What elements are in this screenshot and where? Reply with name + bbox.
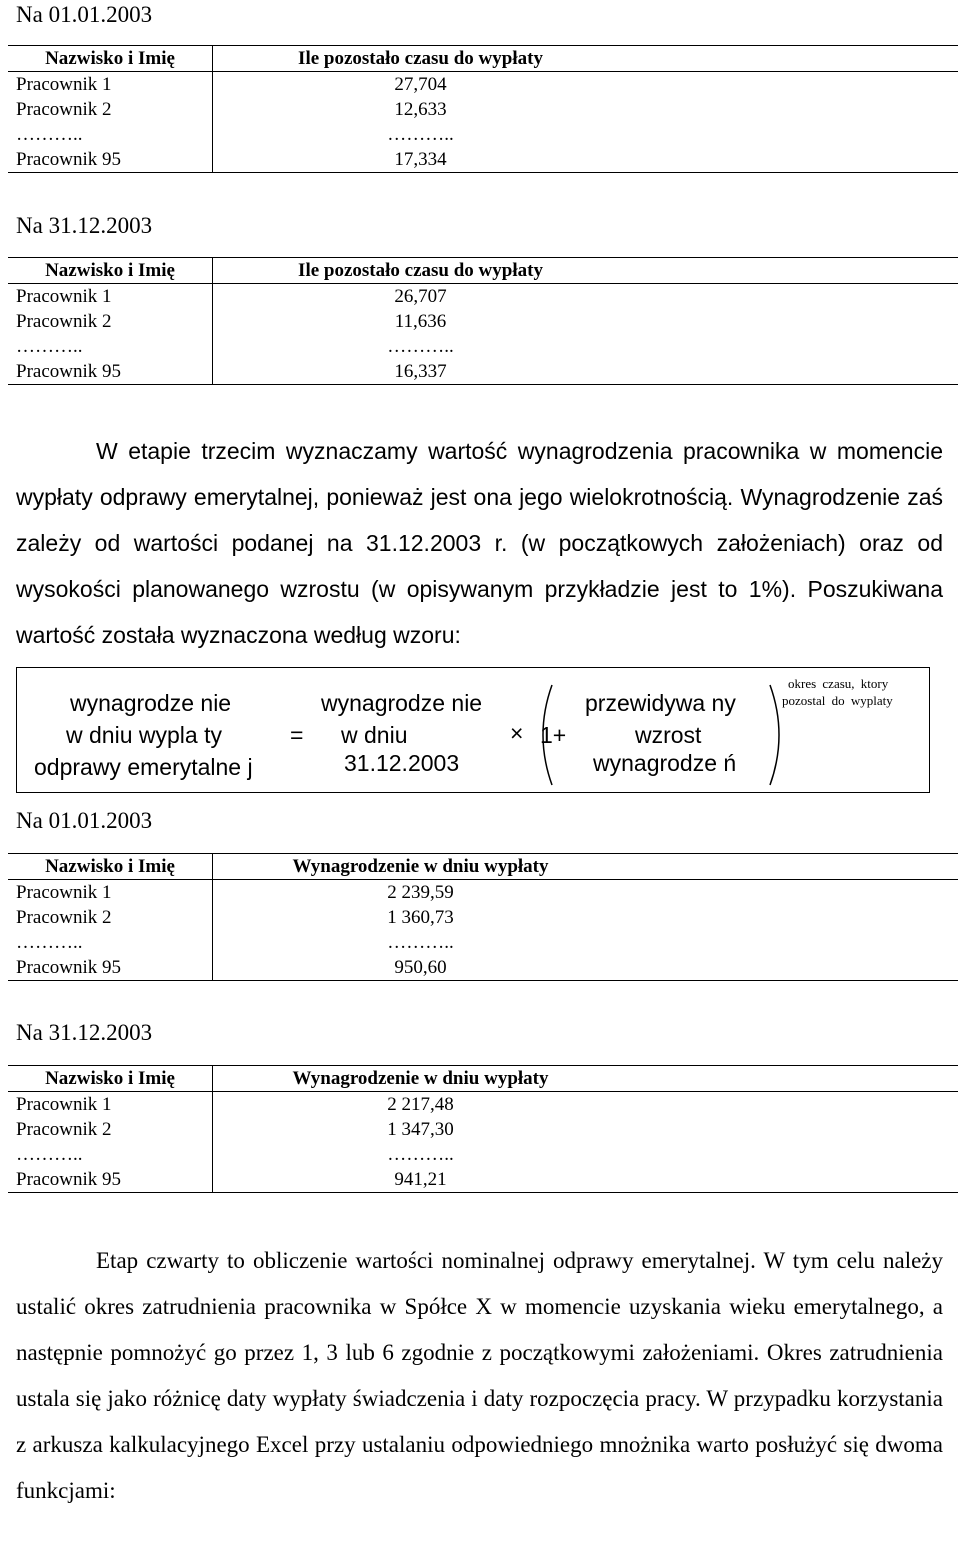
- section-date: Na 31.12.2003: [16, 213, 153, 238]
- formula-inner-line2: wzrost: [635, 722, 702, 748]
- table-row: [8, 309, 958, 334]
- cell-value: 2 239,59: [387, 882, 454, 903]
- cell-value: ………..: [387, 932, 454, 953]
- table-row: [8, 1167, 958, 1193]
- formula-inner-line3: wynagrodze ń: [593, 750, 737, 776]
- table-row: [8, 359, 958, 385]
- remaining-time-table-end: [8, 257, 958, 385]
- cell-value: 16,337: [213, 359, 959, 385]
- cell-name: ………..: [8, 122, 213, 147]
- cell-value: 2 217,48: [387, 1094, 454, 1115]
- formula-mid-line2: w dniu: [341, 722, 408, 748]
- cell-name: Pracownik 2: [8, 1117, 213, 1142]
- table-row: [8, 1117, 958, 1142]
- column-header-name: Nazwisko i Imię: [8, 854, 213, 880]
- cell-name: Pracownik 2: [8, 309, 213, 334]
- section-date: Na 01.01.2003: [16, 2, 153, 27]
- cell-value: 1 360,73: [387, 907, 454, 928]
- table-row: [8, 905, 958, 930]
- cell-value: 11,636: [394, 311, 447, 332]
- cell-value: 950,60: [213, 955, 959, 981]
- column-header-value: Ile pozostało czasu do wypłaty: [213, 258, 959, 284]
- cell-name: Pracownik 2: [8, 905, 213, 930]
- formula-lhs-line1: wynagrodze nie: [70, 690, 232, 716]
- formula-mid-line1: wynagrodze nie: [321, 690, 483, 716]
- table-row: [8, 880, 958, 906]
- table-row: [8, 334, 958, 359]
- cell-name: Pracownik 95: [8, 955, 213, 981]
- table-row: [8, 930, 958, 955]
- column-header-value: Wynagrodzenie w dniu wypłaty: [213, 854, 959, 880]
- cell-value: ………..: [387, 336, 454, 357]
- formula-one-plus: 1+: [540, 722, 567, 748]
- cell-value: ………..: [387, 124, 454, 145]
- table-row: [8, 72, 958, 98]
- cell-value: 27,704: [394, 74, 447, 95]
- cell-value: ………..: [387, 1144, 454, 1165]
- cell-value: 1 347,30: [387, 1119, 454, 1140]
- cell-value: 17,334: [213, 147, 959, 173]
- table-row: [8, 1142, 958, 1167]
- cell-value: 12,633: [394, 99, 447, 120]
- remaining-time-table-start: [8, 45, 958, 173]
- cell-name: Pracownik 1: [8, 284, 213, 310]
- formula-lhs-line3: odprawy emerytalne j: [34, 754, 253, 780]
- cell-name: Pracownik 2: [8, 97, 213, 122]
- salary-table-start: [8, 853, 958, 981]
- formula-inner-line1: przewidywa ny: [585, 690, 736, 716]
- section-date: Na 01.01.2003: [16, 808, 153, 833]
- table-row: [8, 147, 958, 173]
- body-paragraph: Etap czwarty to obliczenie wartości nominalnej odprawy emerytalnej. W tym celu należy ustalić okres zatrudnienia pracownika w Spółce X w momencie uzyskania wieku emerytalnego, a następnie pomnożyć go przez 1, 3 lub 6 zgodnie z początkowymi założeniami. Okres zatrudnienia ustala się jako różnicę daty wypłaty świadczenia i daty rozpoczęcia pracy. W przypadku korzystania z arkusza kalkulacyjnego Excel przy ustalaniu odpowiedniego mnożnika warto posłużyć się dwoma funkcjami:: [16, 1248, 943, 1503]
- table-row: [8, 955, 958, 981]
- section-date: Na 31.12.2003: [16, 1020, 153, 1045]
- formula-lhs-line2: w dniu wypla ty: [66, 722, 222, 748]
- cell-value: 941,21: [213, 1167, 959, 1193]
- formula-exponent-line2: pozostal do wyplaty: [782, 693, 893, 708]
- body-paragraph: W etapie trzecim wyznaczamy wartość wynagrodzenia pracownika w momencie wypłaty odprawy emerytalnej, ponieważ jest ona jego wielokrotnością. Wynagrodzenie zaś zależy od wartości podanej na 31.12.2003 r. (w początkowych założeniach) oraz od wysokości planowanego wzrostu (w opisywanym przykładzie jest to 1%). Poszukiwana wartość została wyznaczona według wzoru:: [16, 438, 943, 648]
- formula-mid-line3: 31.12.2003: [344, 750, 460, 776]
- cell-name: Pracownik 95: [8, 1167, 213, 1193]
- cell-name: ………..: [8, 930, 213, 955]
- column-header-name: Nazwisko i Imię: [8, 258, 213, 284]
- table-row: [8, 122, 958, 147]
- cell-name: ………..: [8, 1142, 213, 1167]
- column-header-value: Wynagrodzenie w dniu wypłaty: [213, 1066, 959, 1092]
- formula-times: ×: [510, 720, 524, 746]
- column-header-name: Nazwisko i Imię: [8, 46, 213, 72]
- cell-value: 26,707: [394, 286, 447, 307]
- column-header-value: Ile pozostało czasu do wypłaty: [213, 46, 959, 72]
- cell-name: Pracownik 1: [8, 72, 213, 98]
- formula-equals: =: [290, 722, 304, 748]
- formula-exponent-line1: okres czasu, ktory: [788, 676, 889, 691]
- cell-name: Pracownik 95: [8, 147, 213, 173]
- cell-name: Pracownik 95: [8, 359, 213, 385]
- salary-table-end: [8, 1065, 958, 1193]
- cell-name: Pracownik 1: [8, 880, 213, 906]
- cell-name: Pracownik 1: [8, 1092, 213, 1118]
- cell-name: ………..: [8, 334, 213, 359]
- column-header-name: Nazwisko i Imię: [8, 1066, 213, 1092]
- table-row: [8, 97, 958, 122]
- table-row: [8, 1092, 958, 1118]
- table-row: [8, 284, 958, 310]
